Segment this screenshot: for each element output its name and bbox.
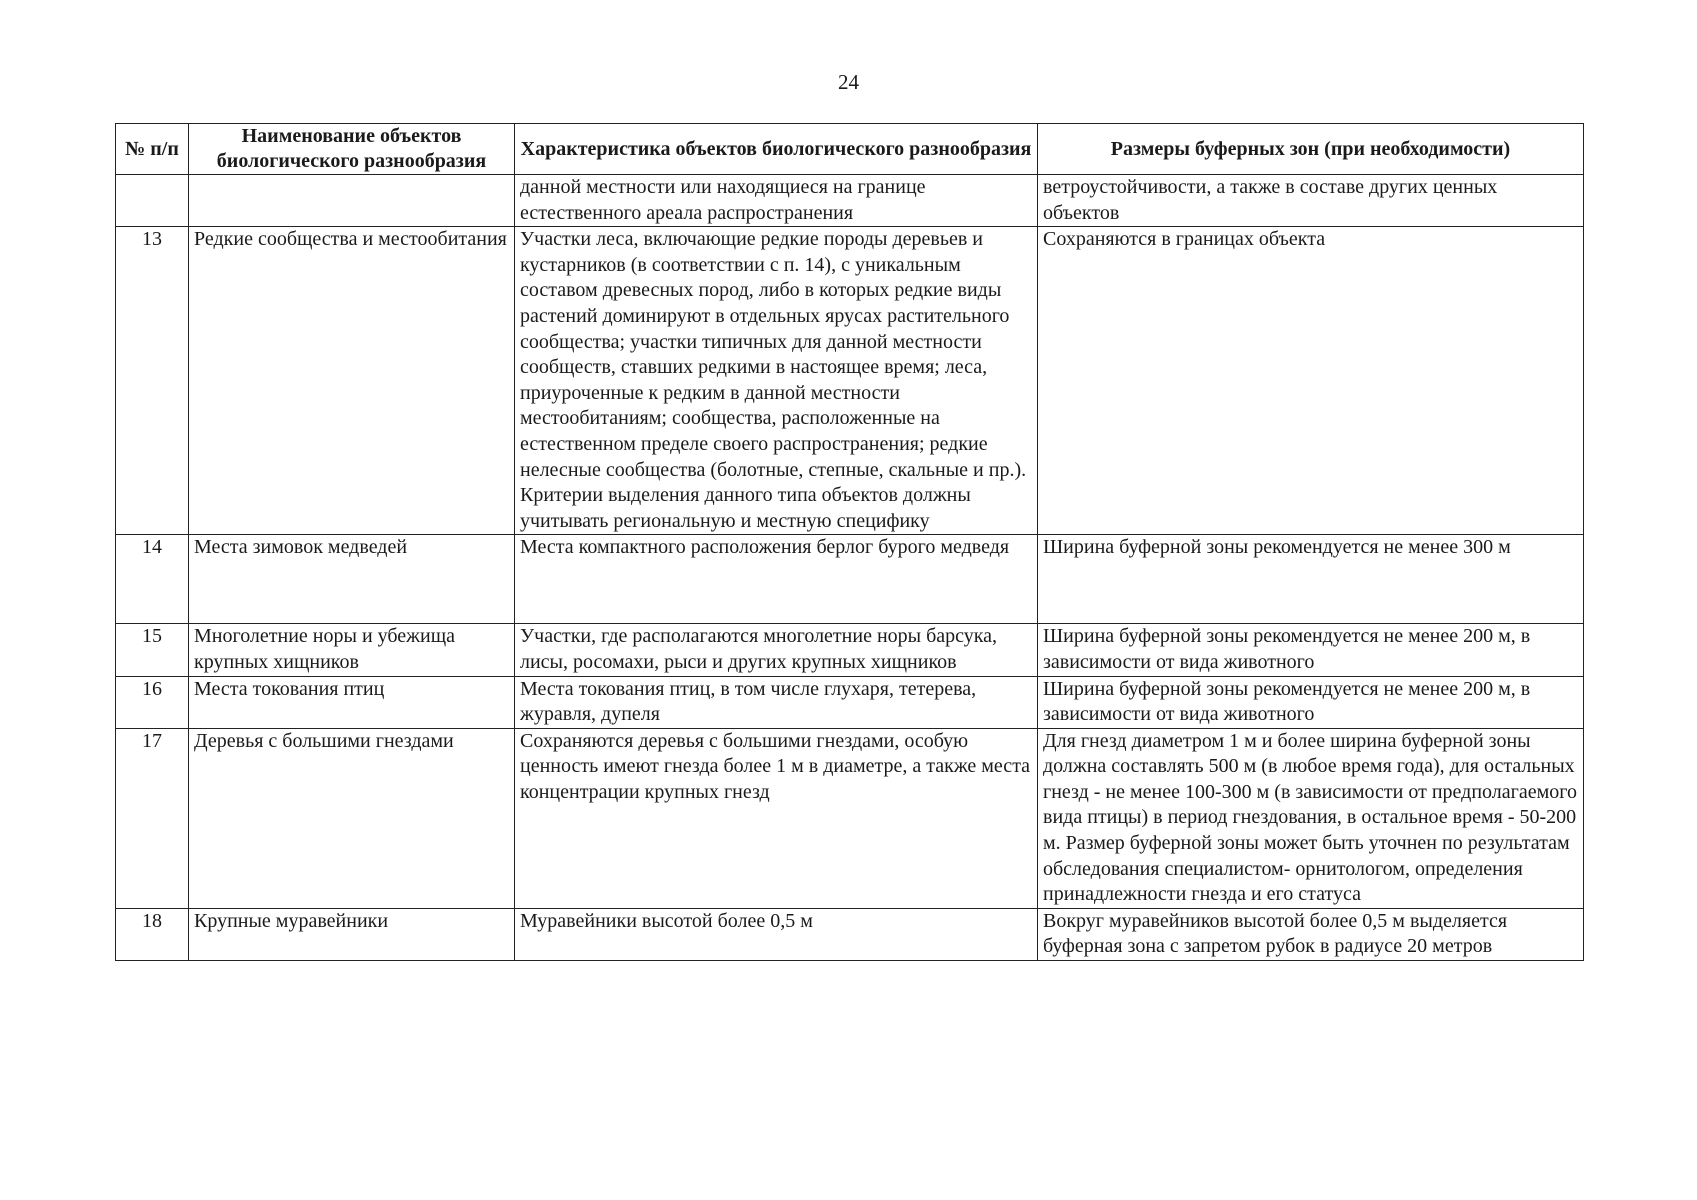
table-header <box>116 124 1584 175</box>
row-buffer: Сохраняются в границах объекта <box>1038 227 1584 535</box>
row-name: Многолетние норы и убежища крупных хищников <box>189 624 515 676</box>
row-buffer: Для гнезд диаметром 1 м и более ширина буферной зоны должна составлять 500 м (в любое время года), для остальных гнезд - не менее 100-300 м (в зависимости от предполагаемого вида птицы) в период гнездования, в остальное время - 50-200 м. Размер буферной зоны может быть уточнен по результатам обследования специалистом- орнитологом, определения принадлежности гнезда и его статуса <box>1038 728 1584 908</box>
header-name: Наименование объектов биологического разнообразия <box>189 124 515 175</box>
table-row <box>116 676 1584 728</box>
row-number <box>116 175 189 227</box>
row-characteristic: Места токования птиц, в том числе глухаря, тетерева, журавля, дупеля <box>515 676 1038 728</box>
row-name: Редкие сообщества и местообитания <box>189 227 515 535</box>
header-row <box>116 124 1584 175</box>
biodiversity-table <box>115 123 1584 961</box>
table-row <box>116 175 1584 227</box>
row-name: Места токования птиц <box>189 676 515 728</box>
row-name: Крупные муравейники <box>189 908 515 960</box>
table-body <box>116 175 1584 961</box>
row-characteristic: Места компактного расположения берлог бурого медведя <box>515 535 1038 624</box>
row-number: 18 <box>116 908 189 960</box>
table-row <box>116 908 1584 960</box>
header-characteristic: Характеристика объектов биологического разнообразия <box>515 124 1038 175</box>
row-number: 16 <box>116 676 189 728</box>
row-characteristic: Сохраняются деревья с большими гнездами, особую ценность имеют гнезда более 1 м в диаметре, а также места концентрации крупных гнезд <box>515 728 1038 908</box>
row-characteristic: Участки, где располагаются многолетние норы барсука, лисы, росомахи, рыси и других крупных хищников <box>515 624 1038 676</box>
row-number: 13 <box>116 227 189 535</box>
row-buffer: Ширина буферной зоны рекомендуется не менее 200 м, в зависимости от вида животного <box>1038 676 1584 728</box>
row-number: 15 <box>116 624 189 676</box>
table-row <box>116 227 1584 535</box>
row-number: 17 <box>116 728 189 908</box>
header-number: № п/п <box>116 124 189 175</box>
row-characteristic: Муравейники высотой более 0,5 м <box>515 908 1038 960</box>
row-buffer: ветроустойчивости, а также в составе других ценных объектов <box>1038 175 1584 227</box>
header-buffer-size: Размеры буферных зон (при необходимости) <box>1038 124 1584 175</box>
page-number: 24 <box>838 70 859 94</box>
row-number: 14 <box>116 535 189 624</box>
row-characteristic: Участки леса, включающие редкие породы деревьев и кустарников (в соответствии с п. 14), с уникальным составом древесных пород, либо в которых редкие виды растений доминируют в отдельных ярусах растительного сообщества; участки типичных для данной местности сообществ, ставших редкими в настоящее время; леса, приуроченные к редким в данной местности местообитаниям; сообщества, расположенные на естественном пределе своего распространения; редкие нелесные сообщества (болотные, степные, скальные и пр.). Критерии выделения данного типа объектов должны учитывать региональную и местную специфику <box>515 227 1038 535</box>
row-name: Деревья с большими гнездами <box>189 728 515 908</box>
row-buffer: Ширина буферной зоны рекомендуется не менее 300 м <box>1038 535 1584 624</box>
row-name <box>189 175 515 227</box>
row-buffer: Ширина буферной зоны рекомендуется не менее 200 м, в зависимости от вида животного <box>1038 624 1584 676</box>
row-buffer: Вокруг муравейников высотой более 0,5 м выделяется буферная зона с запретом рубок в радиусе 20 метров <box>1038 908 1584 960</box>
row-characteristic: данной местности или находящиеся на границе естественного ареала распространения <box>515 175 1038 227</box>
table-row <box>116 624 1584 676</box>
table-row <box>116 728 1584 908</box>
table-row <box>116 535 1584 624</box>
row-name: Места зимовок медведей <box>189 535 515 624</box>
